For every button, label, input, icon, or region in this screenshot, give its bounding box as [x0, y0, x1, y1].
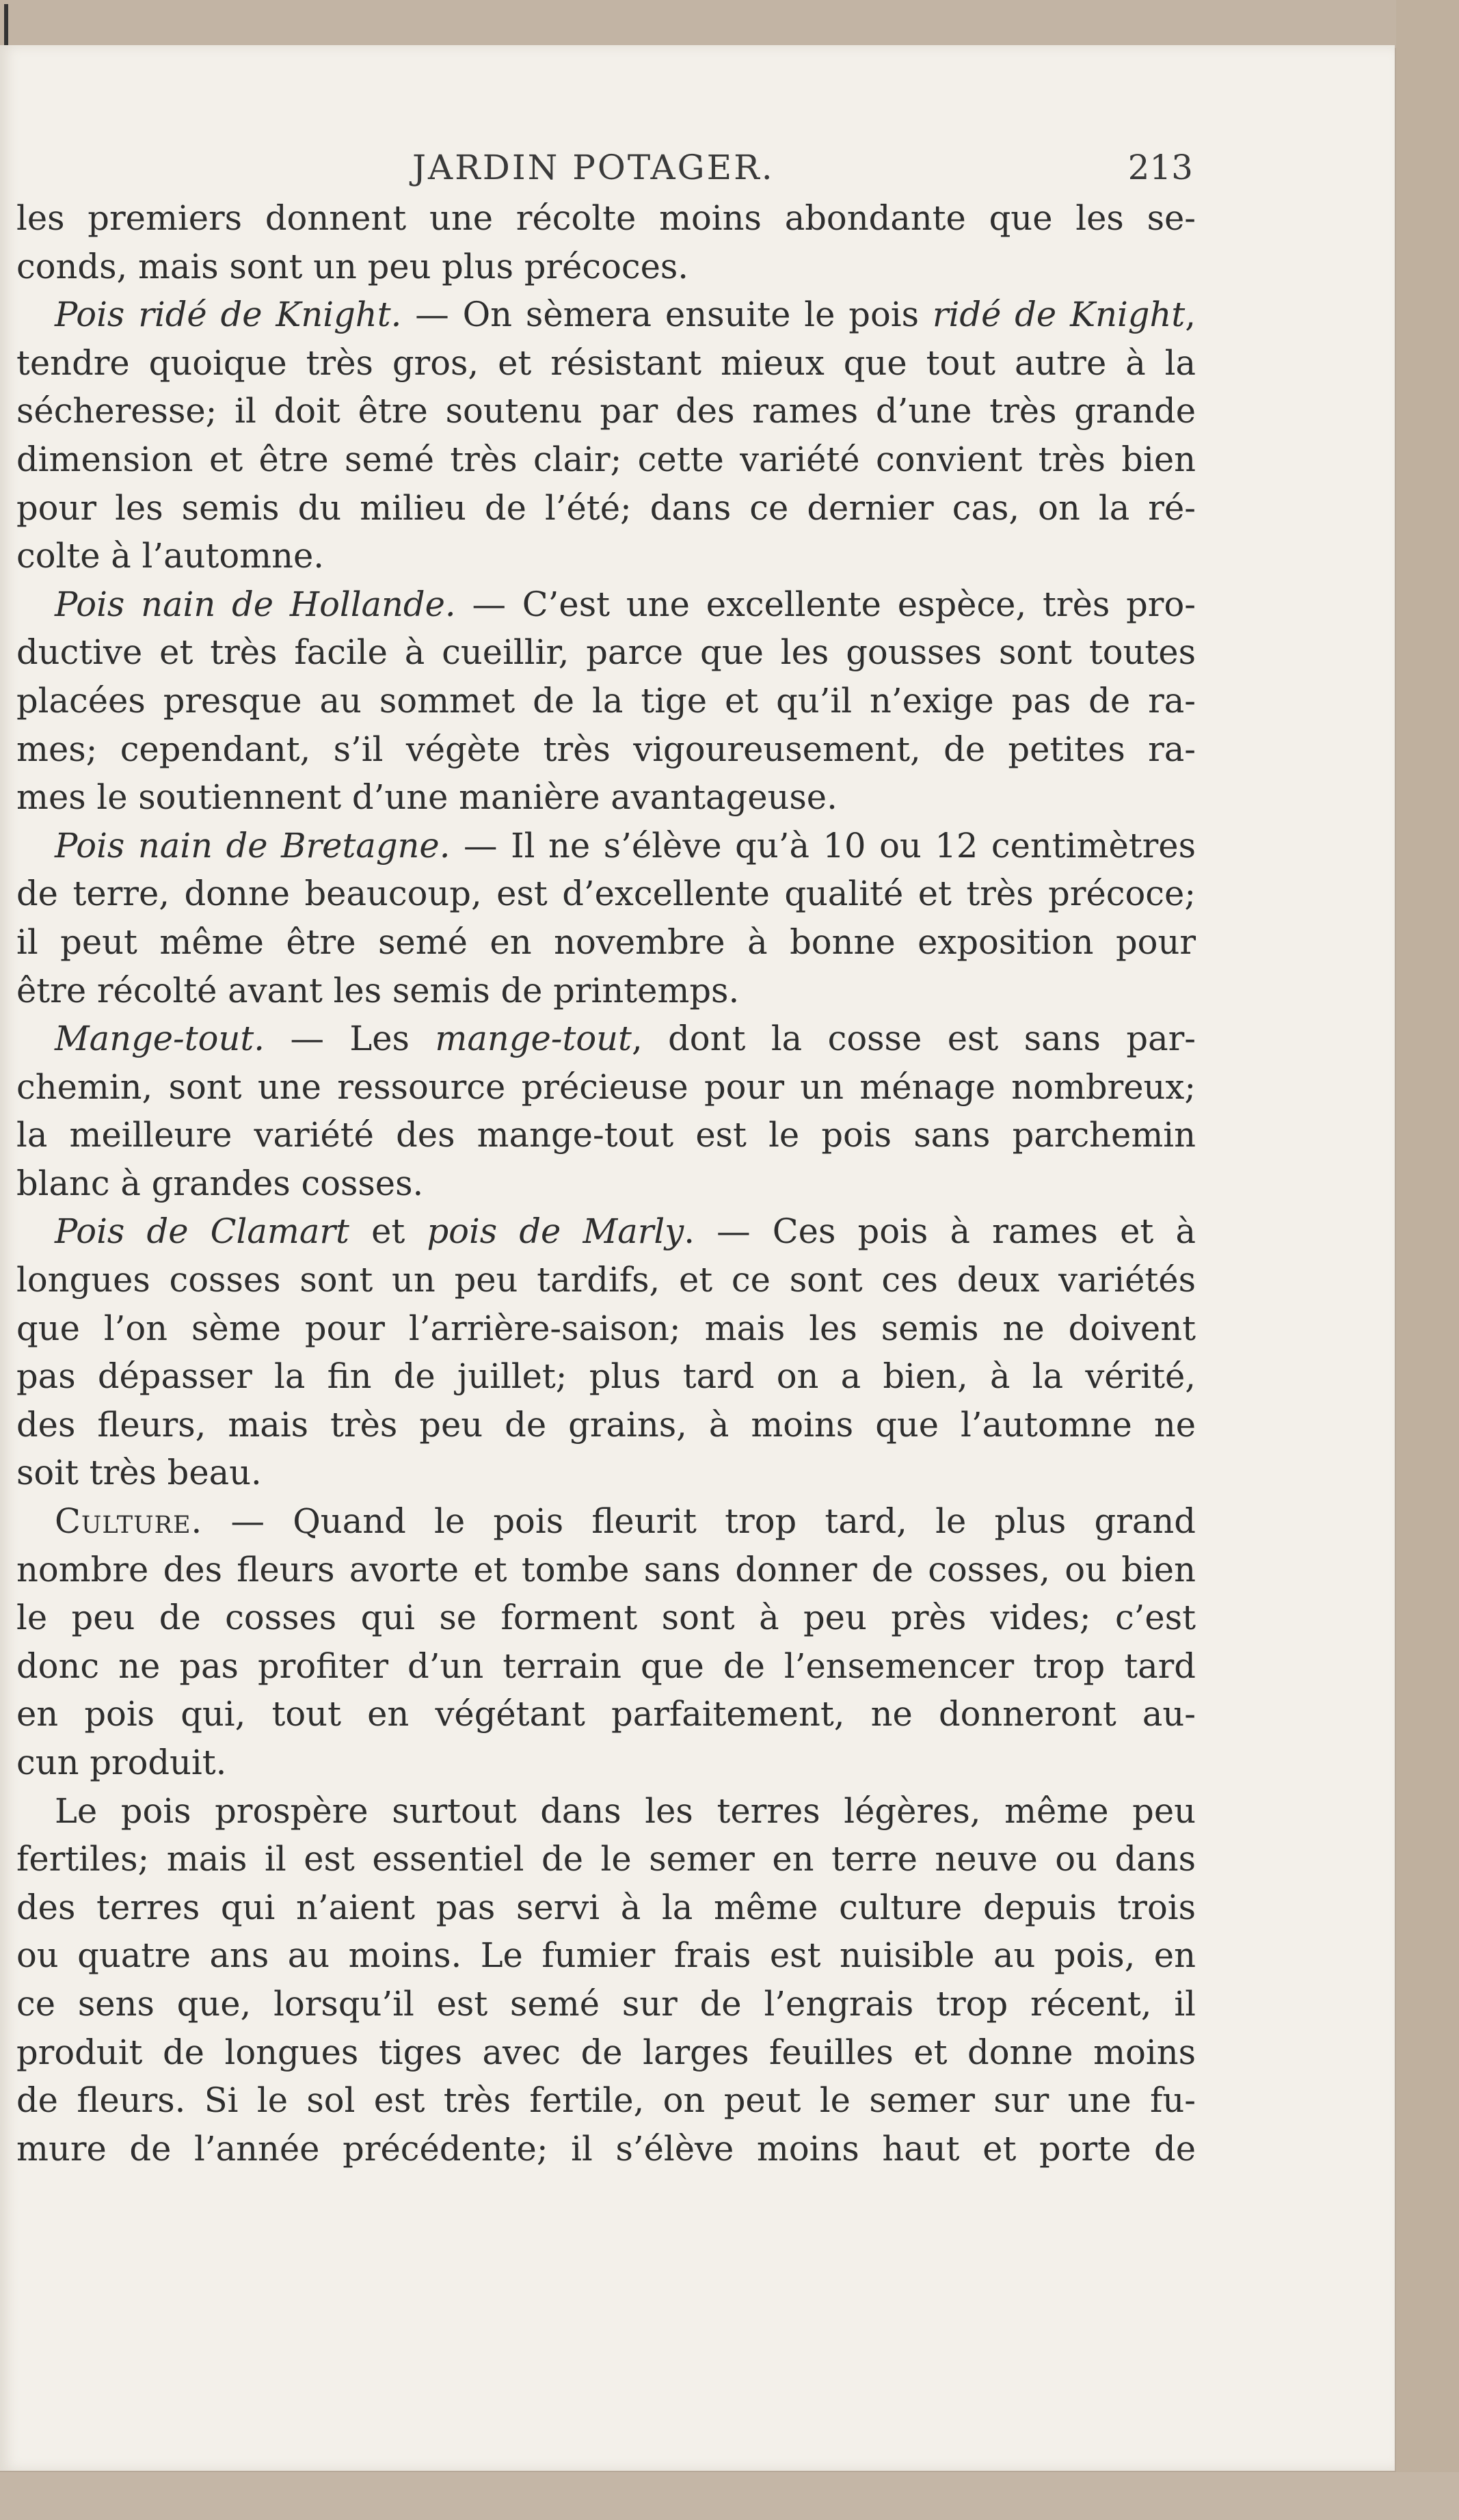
text-line [16, 725, 1196, 774]
text-line [16, 822, 1196, 870]
text-segment: Le pois prospère surtout dans les terres légères, même peu [55, 1791, 1196, 1831]
text-segment: — Il ne s’élève qu’à 10 ou 12 centimètres [450, 825, 1196, 866]
text-segment: longues cosses sont un peu tardifs, et ce sont ces deux variétés [16, 1260, 1196, 1300]
text-segment: ou quatre ans au moins. Le fumier frais est nuisible au pois, en [16, 1935, 1196, 1976]
text-segment: , [1185, 295, 1196, 335]
text-line [16, 628, 1196, 677]
text-segment: des terres qui n’aient pas servi à la même culture depuis trois [16, 1887, 1196, 1927]
text-segment: mes le soutiennent d’une manière avantageuse. [16, 777, 838, 818]
text-segment: pour les semis du milieu de l’été; dans ce dernier cas, on la ré- [16, 487, 1196, 528]
italic-term: pois de Marly [427, 1211, 684, 1252]
text-segment: la meilleure variété des mange-tout est le pois sans parchemin [16, 1115, 1196, 1155]
text-line [16, 2125, 1196, 2173]
text-segment: de fleurs. Si le sol est très fertile, on peut le semer sur une fu- [16, 2080, 1196, 2121]
text-line [16, 870, 1196, 918]
text-segment: en pois qui, tout en végétant parfaitement, ne donneront au- [16, 1694, 1196, 1734]
text-line [16, 1980, 1196, 2028]
text-line [16, 1787, 1196, 1836]
italic-term: Pois nain de Hollande. [55, 584, 456, 624]
text-line [16, 484, 1196, 533]
text-segment: tendre quoique très gros, et résistant mieux que tout autre à la [16, 343, 1196, 383]
text-line [16, 532, 1196, 580]
italic-term: Pois ridé de Knight. [55, 295, 402, 335]
text-segment: chemin, sont une ressource précieuse pour un ménage nombreux; [16, 1067, 1196, 1107]
text-line [16, 1256, 1196, 1304]
text-line [16, 435, 1196, 484]
text-line [16, 1642, 1196, 1691]
text-segment: sécheresse; il doit être soutenu par des rames d’une très grande [16, 391, 1196, 431]
text-segment: soit très beau. [16, 1453, 262, 1493]
running-head [0, 148, 1193, 193]
section-heading: Culture. [55, 1501, 203, 1542]
text-segment: cun produit. [16, 1743, 227, 1782]
text-line [16, 918, 1196, 967]
italic-term: Pois nain de Bretagne. [55, 825, 451, 866]
text-line [16, 1497, 1196, 1546]
text-line [16, 1546, 1196, 1594]
text-segment: produit de longues tiges avec de larges feuilles et donne moins [16, 2032, 1196, 2072]
text-segment: les premiers donnent une récolte moins abondante que les se- [16, 198, 1196, 238]
italic-term: mange-tout [435, 1019, 632, 1059]
text-line [16, 1884, 1196, 1932]
text-line [16, 580, 1196, 629]
running-title: JARDIN POTAGER. [412, 148, 775, 187]
text-line [16, 1401, 1196, 1449]
scan-border-bottom [0, 2472, 1459, 2520]
text-line [16, 1739, 1196, 1787]
text-segment: ductive et très facile à cueillir, parce que les gousses sont toutes [16, 632, 1196, 673]
book-page [0, 45, 1395, 2471]
text-line [16, 1931, 1196, 1980]
text-segment: — On sèmera ensuite le pois [401, 295, 933, 335]
text-line [16, 1352, 1196, 1401]
italic-term: Pois de Clamart [55, 1211, 349, 1252]
text-line [16, 677, 1196, 725]
text-segment: . — Ces pois à rames et à [684, 1211, 1196, 1252]
text-line [16, 291, 1196, 339]
text-segment: et [349, 1211, 427, 1252]
scan-border-right [1396, 0, 1459, 2520]
text-line [16, 2076, 1196, 2125]
text-segment: des fleurs, mais très peu de grains, à moins que l’automne ne [16, 1404, 1196, 1445]
text-segment: dimension et être semé très clair; cette variété convient très bien [16, 439, 1196, 479]
text-line [16, 243, 1196, 291]
text-segment: mes; cependant, s’il végète très vigoureusement, de petites ra- [16, 729, 1196, 769]
body-text [16, 194, 1196, 2173]
text-segment: , dont la cosse est sans par- [631, 1019, 1196, 1059]
text-segment: — Quand le pois fleurit trop tard, le plus grand [202, 1501, 1196, 1542]
text-segment: pas dépasser la fin de juillet; plus tard on a bien, à la vérité, [16, 1356, 1196, 1397]
scan-border-top [0, 0, 1459, 48]
text-line [16, 1111, 1196, 1160]
italic-term: Mange-tout. [55, 1019, 265, 1059]
text-segment: — Les [264, 1019, 436, 1059]
text-line [16, 773, 1196, 822]
text-segment: ce sens que, lorsqu’il est semé sur de l’engrais trop récent, il [16, 1983, 1196, 2024]
text-line [16, 1835, 1196, 1884]
text-segment: blanc à grandes cosses. [16, 1163, 424, 1203]
text-line [16, 1063, 1196, 1112]
italic-term: ridé de Knight [932, 295, 1186, 335]
text-segment: — C’est une excellente espèce, très pro- [455, 584, 1196, 624]
text-segment: nombre des fleurs avorte et tombe sans donner de cosses, ou bien [16, 1549, 1196, 1590]
text-line [16, 1594, 1196, 1642]
text-segment: il peut même être semé en novembre à bonne exposition pour [16, 922, 1196, 962]
text-segment: placées presque au sommet de la tige et qu’il n’exige pas de ra- [16, 680, 1196, 721]
page-number: 213 [1127, 148, 1193, 187]
text-segment: mure de l’année précédente; il s’élève moins haut et porte de [16, 2128, 1196, 2169]
text-line [16, 967, 1196, 1015]
text-segment: fertiles; mais il est essentiel de le semer en terre neuve ou dans [16, 1839, 1196, 1879]
text-segment: le peu de cosses qui se forment sont à peu près vides; c’est [16, 1598, 1196, 1638]
text-segment: de terre, donne beaucoup, est d’excellente qualité et très précoce; [16, 874, 1196, 914]
text-line [16, 1304, 1196, 1353]
text-segment: donc ne pas profiter d’un terrain que de l’ensemencer trop tard [16, 1646, 1196, 1686]
text-line [16, 387, 1196, 435]
text-line [16, 194, 1196, 243]
text-line [16, 339, 1196, 388]
text-segment: conds, mais sont un peu plus précoces. [16, 246, 689, 286]
text-line [16, 1160, 1196, 1208]
text-line [16, 1690, 1196, 1739]
text-line [16, 1207, 1196, 1256]
text-segment: être récolté avant les semis de printemps. [16, 970, 740, 1010]
text-line [16, 2028, 1196, 2077]
text-segment: colte à l’automne. [16, 536, 325, 576]
text-line [16, 1449, 1196, 1497]
text-segment: que l’on sème pour l’arrière-saison; mais les semis ne doivent [16, 1308, 1196, 1348]
text-line [16, 1015, 1196, 1063]
